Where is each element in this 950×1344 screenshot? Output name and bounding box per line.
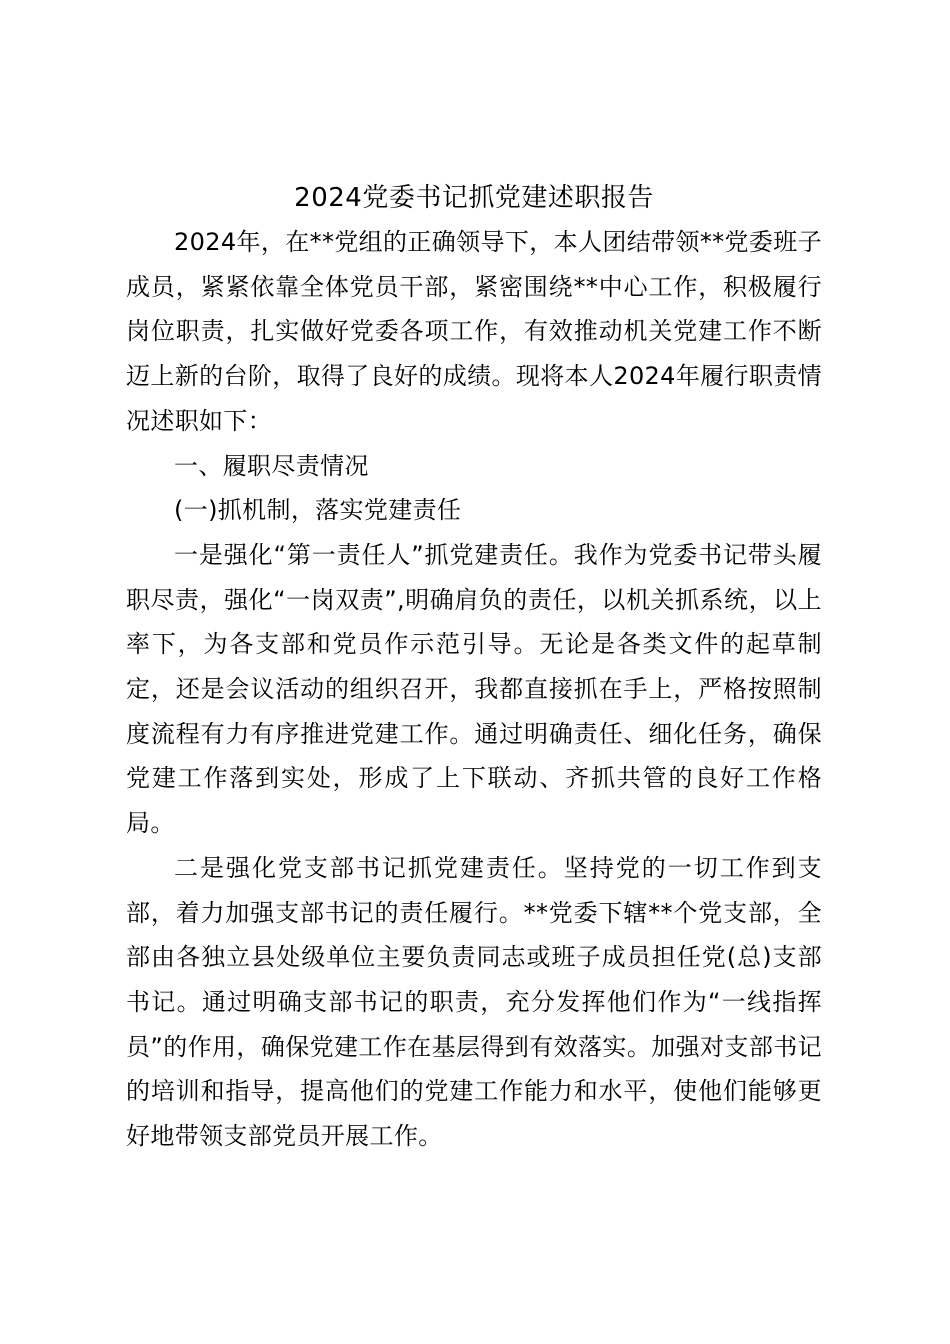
body-paragraph-1: 一是强化“第一责任人”抓党建责任。我作为党委书记带头履职尽责，强化“一岗双责”,明确肩负的责任，以机关抓系统，以上率下，为各支部和党员作示范引导。无论是各类文件的起草制定，还是会议活动的组织召开，我都直接抓在手上，严格按照制度流程有力有序推进党建工作。通过明确责任、细化任务，确保党建工作落到实处，形成了上下联动、齐抓共管的良好工作格局。 (126, 540, 822, 838)
document-title: 2024党委书记抓党建述职报告 (294, 183, 654, 213)
body-paragraph-2: 二是强化党支部书记抓党建责任。坚持党的一切工作到支部，着力加强支部书记的责任履行。**党委下辖**个党支部，全部由各独立县处级单位主要负责同志或班子成员担任党(总)支部书记。通过明确支部书记的职责，充分发挥他们作为“一线指挥员”的作用，确保党建工作在基层得到有效落实。加强对支部书记的培训和指导，提高他们的党建工作能力和水平，使他们能够更好地带领支部党员开展工作。 (126, 853, 822, 1151)
subsection-heading: (一)抓机制，落实党建责任 (174, 496, 462, 525)
intro-paragraph: 2024年，在**党组的正确领导下，本人团结带领**党委班子成员，紧紧依靠全体党员干部，紧密围绕**中心工作，积极履行岗位职责，扎实做好党委各项工作，有效推动机关党建工作不断迈上新的台阶，取得了良好的成绩。现将本人2024年履行职责情况述职如下： (126, 228, 822, 435)
section-heading: 一、履职尽责情况 (174, 451, 369, 480)
document-page (126, 178, 822, 1159)
